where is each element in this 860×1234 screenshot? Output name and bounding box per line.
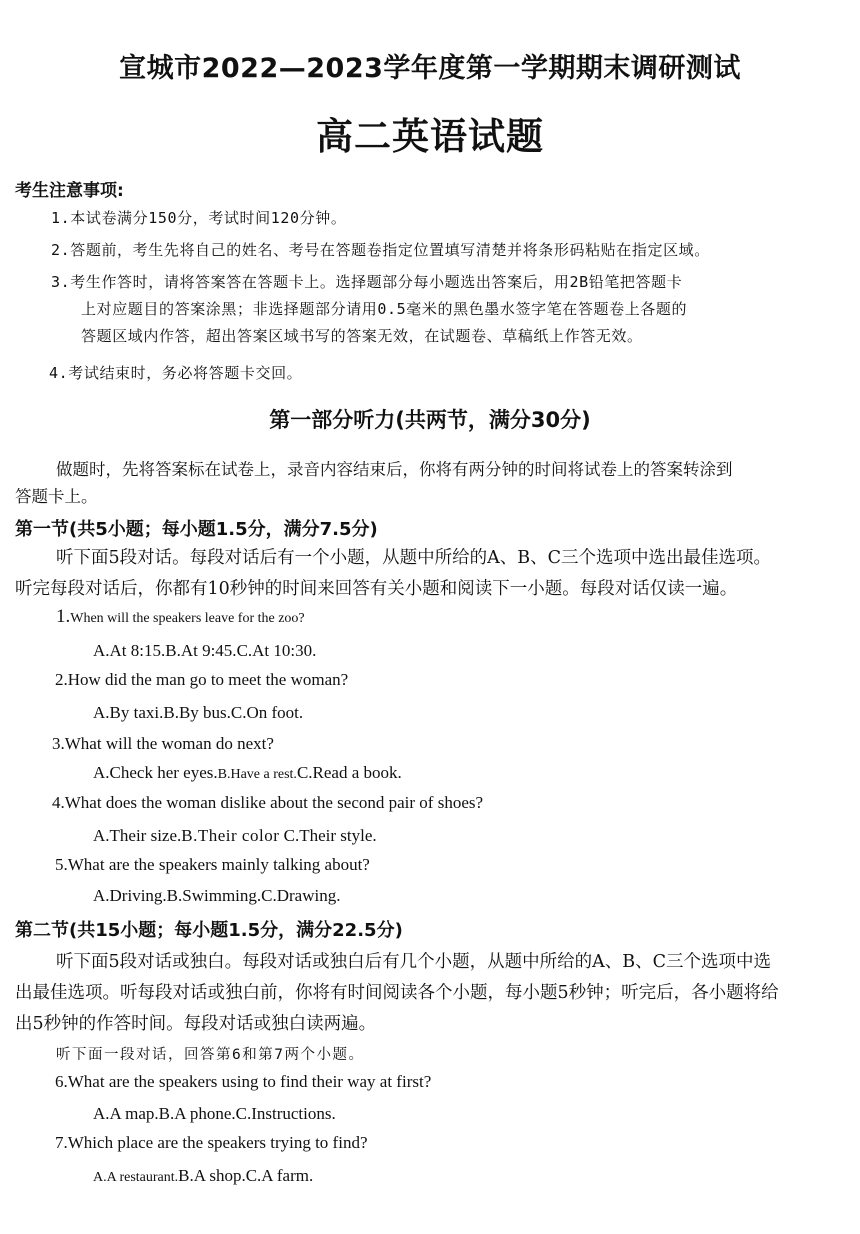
option-c: C.Their style. bbox=[283, 826, 377, 845]
question-7 bbox=[55, 1133, 367, 1153]
option-a: A.Driving. bbox=[93, 886, 167, 905]
question-2 bbox=[55, 670, 348, 690]
option-c: C.At 10:30. bbox=[236, 641, 317, 660]
option-a: A.A restaurant. bbox=[93, 1170, 179, 1185]
notice-heading: 考生注意事项: bbox=[15, 181, 124, 201]
notice-item-3-cont-1: 上对应题目的答案涂黑；非选择题部分请用0.5毫米的黑色墨水签字笔在答题卷上各题的 bbox=[81, 300, 688, 318]
option-c: C.Read a book. bbox=[296, 763, 402, 782]
question-6 bbox=[55, 1072, 431, 1092]
option-b: B.A shop. bbox=[178, 1166, 246, 1185]
option-a: A.By taxi. bbox=[93, 703, 164, 722]
question-1-options bbox=[93, 641, 316, 661]
question-text: When will the speakers leave for the zoo? bbox=[70, 611, 305, 626]
part1-intro-line1: 做题时，先将答案标在试卷上，录音内容结束后，你将有两分钟的时间将试卷上的答案转涂到 bbox=[56, 460, 733, 479]
question-number: 3. bbox=[52, 734, 65, 753]
question-number: 7. bbox=[55, 1133, 68, 1152]
option-a: A.A map. bbox=[93, 1104, 159, 1123]
notice-item-2: 2.答题前，考生先将自己的姓名、考号在答题卷指定位置填写清楚并将条形码粘贴在指定区域。 bbox=[51, 241, 710, 259]
notice-item-3: 3.考生作答时，请将答案答在答题卡上。选择题部分每小题选出答案后，用2B铅笔把答题卡 bbox=[51, 273, 683, 291]
question-5 bbox=[55, 855, 370, 875]
question-7-options bbox=[93, 1166, 313, 1186]
option-c: C.Instructions. bbox=[235, 1104, 336, 1123]
option-a: A.Check her eyes. bbox=[93, 763, 218, 782]
question-5-options bbox=[93, 886, 340, 906]
part1-intro-line2: 答题卡上。 bbox=[15, 487, 98, 506]
option-b: B.By bus. bbox=[163, 703, 231, 722]
section1-heading: 第一节(共5小题；每小题1.5分，满分7.5分) bbox=[15, 519, 378, 540]
notice-item-1: 1.本试卷满分150分，考试时间120分钟。 bbox=[51, 209, 347, 227]
option-c: C.On foot. bbox=[230, 703, 304, 722]
section2-heading: 第二节(共15小题；每小题1.5分，满分22.5分) bbox=[15, 920, 403, 941]
question-number: 5. bbox=[55, 855, 68, 874]
question-4 bbox=[52, 793, 483, 813]
question-text: Which place are the speakers trying to find? bbox=[67, 1133, 368, 1152]
option-a: A.Their size. bbox=[93, 826, 182, 845]
option-c: C.Drawing. bbox=[261, 886, 341, 905]
page-title: 宣城市2022—2023学年度第一学期期末调研测试 bbox=[119, 53, 741, 84]
option-b: B.Their color bbox=[181, 826, 280, 845]
section2-instruction-line1: 听下面5段对话或独白。每段对话或独白后有几个小题，从题中所给的A、B、C三个选项中选 bbox=[56, 952, 772, 972]
question-4-options bbox=[93, 826, 377, 846]
question-number: 6. bbox=[55, 1072, 68, 1091]
section1-instruction-line1: 听下面5段对话。每段对话后有一个小题，从题中所给的A、B、C三个选项中选出最佳选项。 bbox=[56, 548, 772, 568]
part1-heading: 第一部分听力(共两节，满分30分) bbox=[269, 408, 591, 432]
option-c: C.A farm. bbox=[245, 1166, 314, 1185]
group-intro: 听下面一段对话，回答第6和第7两个小题。 bbox=[56, 1047, 365, 1063]
option-b: B.At 9:45. bbox=[165, 641, 237, 660]
question-3 bbox=[52, 734, 274, 754]
section1-instruction-line2: 听完每段对话后，你都有10秒钟的时间来回答有关小题和阅读下一小题。每段对话仅读一遍。 bbox=[15, 579, 738, 599]
question-text: What will the woman do next? bbox=[64, 734, 274, 753]
question-text: What are the speakers using to find their way at first? bbox=[67, 1072, 432, 1091]
question-text: How did the man go to meet the woman? bbox=[67, 670, 349, 689]
section2-instruction-line2: 出最佳选项。听每段对话或独白前，你将有时间阅读各个小题，每小题5秒钟；听完后，各小题将给 bbox=[15, 983, 779, 1003]
option-b: B.A phone. bbox=[158, 1104, 236, 1123]
question-2-options bbox=[93, 703, 303, 723]
question-6-options bbox=[93, 1104, 336, 1124]
question-number: 1. bbox=[56, 606, 71, 627]
page-subtitle: 高二英语试题 bbox=[316, 115, 544, 158]
option-a: A.At 8:15. bbox=[93, 641, 166, 660]
section2-instruction-line3: 出5秒钟的作答时间。每段对话或独白读两遍。 bbox=[15, 1014, 377, 1034]
question-3-options bbox=[93, 763, 402, 783]
notice-item-3-cont-2: 答题区域内作答，超出答案区域书写的答案无效，在试题卷、草稿纸上作答无效。 bbox=[81, 327, 643, 345]
option-b: B.Swimming. bbox=[166, 886, 262, 905]
question-text: What are the speakers mainly talking about? bbox=[67, 855, 370, 874]
question-1 bbox=[56, 606, 305, 628]
question-number: 2. bbox=[55, 670, 68, 689]
option-b: B.Have a rest. bbox=[217, 767, 297, 782]
question-text: What does the woman dislike about the second pair of shoes? bbox=[64, 793, 484, 812]
notice-item-4: 4.考试结束时，务必将答题卡交回。 bbox=[49, 364, 303, 382]
question-number: 4. bbox=[52, 793, 65, 812]
